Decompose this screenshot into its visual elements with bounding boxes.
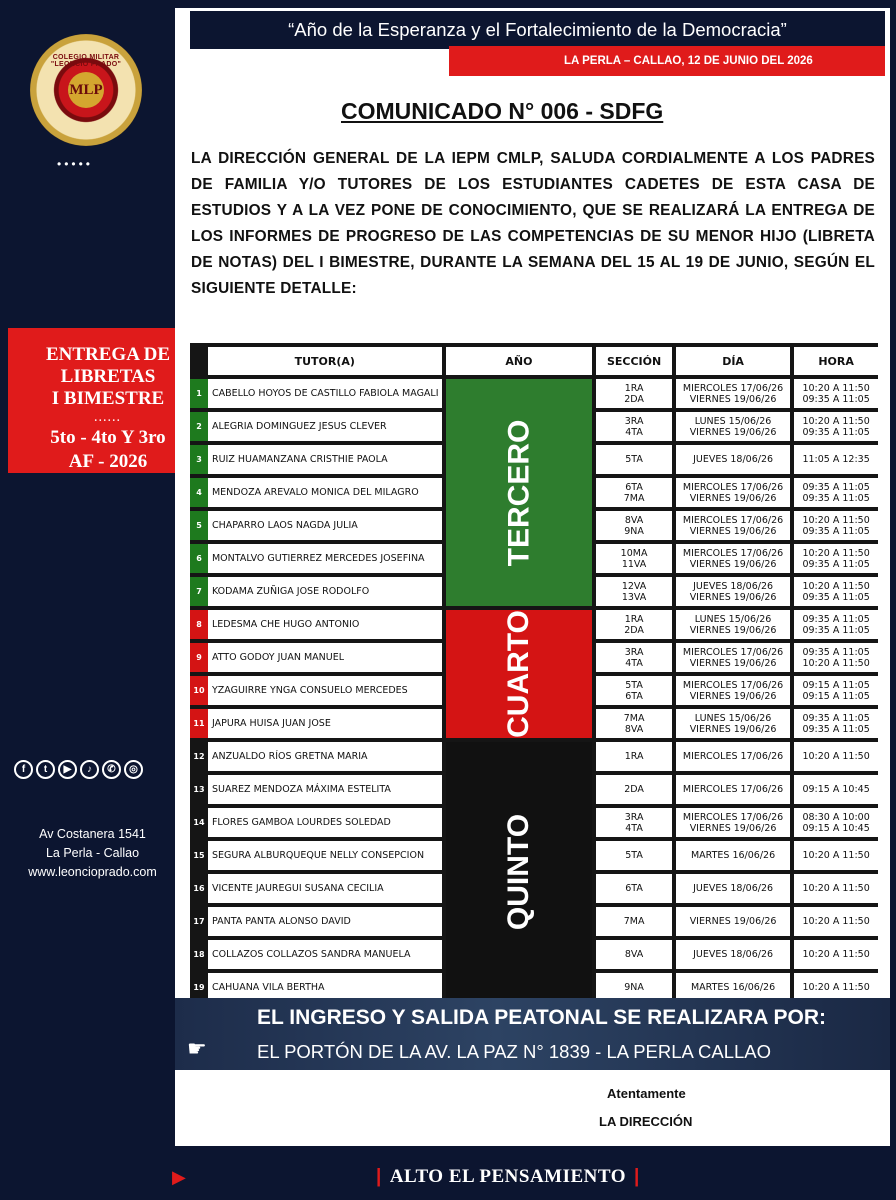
day-value-line: JUEVES 18/06/26	[693, 580, 774, 592]
hour-value-line: 09:15 A 10:45	[802, 784, 870, 795]
section-value	[596, 412, 676, 441]
tutor-name: KODAMA ZUÑIGA JOSE RODOLFO	[208, 577, 446, 606]
logo-monogram: MLP	[68, 72, 104, 108]
header-section: SECCIÓN	[596, 347, 676, 375]
tutor-name: COLLAZOS COLLAZOS SANDRA MANUELA	[208, 940, 446, 969]
section-value	[596, 478, 676, 507]
hour-value	[794, 643, 878, 672]
grade-label	[446, 379, 597, 606]
hour-value-line: 10:20 A 11:50	[802, 657, 870, 669]
hour-value-line: 11:05 A 12:35	[802, 454, 870, 465]
day-value	[676, 676, 794, 705]
section-value	[596, 511, 676, 540]
tutor-name: ANZUALDO RÍOS GRETNA MARIA	[208, 742, 446, 771]
row-number: 9	[190, 643, 208, 672]
notice-line-1: ENTREGA DE LIBRETAS	[45, 344, 171, 387]
day-value-line: JUEVES 18/06/26	[693, 949, 774, 960]
tutor-name: SEGURA ALBURQUEQUE NELLY CONSEPCION	[208, 841, 446, 870]
divider-bar-icon: |	[634, 1166, 640, 1187]
day-value	[676, 412, 794, 441]
day-value-line: MIERCOLES 17/06/26	[682, 751, 784, 762]
section-value-line: 7MA	[623, 492, 645, 504]
day-value-line: VIERNES 19/06/26	[689, 690, 777, 702]
day-value-line: LUNES 15/06/26	[694, 712, 772, 724]
logo-ring-text: COLEGIO MILITAR "LEONCIO PRADO"	[50, 54, 122, 68]
section-value-line: 8VA	[624, 723, 644, 735]
row-number: 11	[190, 709, 208, 738]
table-row	[190, 742, 878, 771]
section-value	[596, 709, 676, 738]
day-value-line: VIERNES 19/06/26	[689, 558, 777, 570]
section-value	[596, 610, 676, 639]
tutor-name: SUAREZ MENDOZA MÁXIMA ESTELITA	[208, 775, 446, 804]
hour-value-line: 09:35 A 11:05	[802, 558, 870, 570]
section-value-line: 9NA	[624, 525, 644, 537]
intro-paragraph: LA DIRECCIÓN GENERAL DE LA IEPM CMLP, SALUDA CORDIALMENTE A LOS PADRES DE FAMILIA Y/O TUTORES DE LOS ESTUDIANTES CADETES DE ESTA CASA DE ESTUDIOS Y A LA VEZ PONE DE CONOCIMIENTO, QUE SE REALIZARÁ LA ENTREGA DE LOS INFORMES DE PROGRESO DE LAS COMPETENCIAS DE SU MENOR HIJO (LIBRETA DE NOTAS) DEL I BIMESTRE, DURANTE LA SEMANA DEL 15 AL 19 DE JUNIO, SEGÚN EL SIGUIENTE DETALLE:	[191, 150, 875, 297]
section-value-line: 2DA	[624, 784, 644, 795]
section-value-line: 2DA	[624, 624, 644, 636]
day-value	[676, 775, 794, 804]
day-value-line: VIERNES 19/06/26	[689, 426, 777, 438]
hour-value-line: 09:35 A 11:05	[802, 492, 870, 504]
social-links	[14, 760, 143, 779]
instagram-icon[interactable]: ◎	[124, 760, 143, 779]
day-value	[676, 544, 794, 573]
decorative-dots: •••••	[57, 157, 94, 171]
tutor-name: LEDESMA CHE HUGO ANTONIO	[208, 610, 446, 639]
day-value	[676, 379, 794, 408]
day-value	[676, 643, 794, 672]
address-city: La Perla - Callao	[45, 846, 140, 860]
row-number: 5	[190, 511, 208, 540]
hour-value	[794, 445, 878, 474]
day-value	[676, 445, 794, 474]
tutor-name: MONTALVO GUTIERREZ MERCEDES JOSEFINA	[208, 544, 446, 573]
table-row	[190, 379, 878, 408]
section-value-line: 8VA	[624, 949, 644, 960]
row-number: 18	[190, 940, 208, 969]
tutor-name: CHAPARRO LAOS NAGDA JULIA	[208, 511, 446, 540]
entrance-banner	[175, 998, 890, 1070]
signer-text: LA DIRECCIÓN	[599, 1114, 693, 1129]
section-value-line: 8VA	[624, 514, 644, 526]
tutor-name: FLORES GAMBOA LOURDES SOLEDAD	[208, 808, 446, 837]
section-value-line: 10MA	[620, 547, 648, 559]
slogan-text: ALTO EL PENSAMIENTO	[389, 1166, 627, 1187]
hour-value	[794, 874, 878, 903]
section-value-line: 4TA	[625, 426, 643, 438]
table-row	[190, 610, 878, 639]
notice-dots: ......	[94, 413, 122, 424]
day-value-line: VIERNES 19/06/26	[689, 723, 777, 735]
section-value-line: 4TA	[625, 657, 643, 669]
hour-value-line: 09:35 A 11:05	[802, 646, 870, 658]
facebook-icon[interactable]: f	[14, 760, 33, 779]
hour-value-line: 10:20 A 11:50	[802, 514, 870, 526]
section-value-line: 5TA	[625, 850, 643, 861]
page-title: COMUNICADO N° 006 - SDFG	[341, 98, 664, 124]
hour-value	[794, 379, 878, 408]
section-value	[596, 445, 676, 474]
section-value	[596, 544, 676, 573]
whatsapp-icon[interactable]: ✆	[102, 760, 121, 779]
hour-value-line: 09:35 A 11:05	[802, 393, 870, 405]
hour-value	[794, 610, 878, 639]
hour-value-line: 09:35 A 11:05	[802, 591, 870, 603]
day-value-line: MIERCOLES 17/06/26	[682, 514, 784, 526]
row-number: 1	[190, 379, 208, 408]
day-value	[676, 874, 794, 903]
day-value	[676, 907, 794, 936]
day-value	[676, 577, 794, 606]
hour-value-line: 10:20 A 11:50	[802, 949, 870, 960]
section-value-line: 12VA	[621, 580, 647, 592]
tutor-name: ATTO GODOY JUAN MANUEL	[208, 643, 446, 672]
section-value	[596, 676, 676, 705]
day-value	[676, 478, 794, 507]
hour-value-line: 10:20 A 11:50	[802, 916, 870, 927]
hour-value-line: 09:35 A 11:05	[802, 426, 870, 438]
section-value	[596, 577, 676, 606]
section-value	[596, 775, 676, 804]
section-value	[596, 907, 676, 936]
section-value-line: 6TA	[625, 690, 643, 702]
address-street: Av Costanera 1541	[39, 827, 146, 841]
tutor-name: RUIZ HUAMANZANA CRISTHIE PAOLA	[208, 445, 446, 474]
divider-bar-icon: |	[376, 1166, 382, 1187]
row-number: 17	[190, 907, 208, 936]
tutor-name: ALEGRIA DOMINGUEZ JESUS CLEVER	[208, 412, 446, 441]
day-value-line: MARTES 16/06/26	[690, 850, 776, 861]
day-value-line: LUNES 15/06/26	[694, 613, 772, 625]
section-value-line: 11VA	[621, 558, 647, 570]
address-website[interactable]: www.leoncioprado.com	[28, 865, 157, 879]
hour-value-line: 09:15 A 11:05	[802, 679, 870, 691]
tutor-name: MENDOZA AREVALO MONICA DEL MILAGRO	[208, 478, 446, 507]
schedule-table	[190, 343, 878, 991]
day-value-line: VIERNES 19/06/26	[689, 393, 777, 405]
tutor-name: YZAGUIRRE YNGA CONSUELO MERCEDES	[208, 676, 446, 705]
hour-value	[794, 808, 878, 837]
hour-value-line: 10:20 A 11:50	[802, 547, 870, 559]
hour-value	[794, 841, 878, 870]
day-value-line: VIERNES 19/06/26	[689, 657, 777, 669]
day-value-line: VIERNES 19/06/26	[689, 822, 777, 834]
tutor-name: VICENTE JAUREGUI SUSANA CECILIA	[208, 874, 446, 903]
day-value-line: VIERNES 19/06/26	[689, 492, 777, 504]
section-value-line: 6TA	[625, 883, 643, 894]
grade-text: QUINTO	[501, 813, 535, 931]
tiktok-icon[interactable]: ♪	[80, 760, 99, 779]
section-value-line: 3RA	[624, 811, 644, 823]
pointing-hand-icon: ☛	[187, 1036, 207, 1061]
hour-value-line: 09:35 A 11:05	[802, 481, 870, 493]
grade-label	[446, 742, 597, 1002]
hour-value-line: 09:35 A 11:05	[802, 525, 870, 537]
hour-value	[794, 478, 878, 507]
row-number: 7	[190, 577, 208, 606]
address-block	[10, 825, 175, 882]
year-motto: “Año de la Esperanza y el Fortalecimiento de la Democracia”	[190, 11, 885, 49]
header-day: DÍA	[676, 347, 794, 375]
hour-value	[794, 907, 878, 936]
section-value-line: 4TA	[625, 822, 643, 834]
day-value-line: MARTES 16/06/26	[690, 982, 776, 993]
closing-text: Atentamente	[607, 1086, 686, 1101]
section-value-line: 5TA	[625, 679, 643, 691]
row-number: 13	[190, 775, 208, 804]
day-value	[676, 709, 794, 738]
row-number: 2	[190, 412, 208, 441]
day-value-line: MIERCOLES 17/06/26	[682, 382, 784, 394]
tutor-name: PANTA PANTA ALONSO DAVID	[208, 907, 446, 936]
header-number	[190, 347, 208, 375]
section-value-line: 3RA	[624, 415, 644, 427]
row-number: 14	[190, 808, 208, 837]
day-value-line: MIERCOLES 17/06/26	[682, 547, 784, 559]
grade-label	[446, 610, 597, 738]
grade-text: TERCERO	[501, 419, 535, 566]
play-arrow-icon: ▶	[172, 1167, 186, 1187]
day-value	[676, 940, 794, 969]
day-value	[676, 841, 794, 870]
day-value-line: VIERNES 19/06/26	[689, 591, 777, 603]
header-tutor: TUTOR(A)	[208, 347, 446, 375]
row-number: 8	[190, 610, 208, 639]
header-hour: HORA	[794, 347, 878, 375]
section-value-line: 7MA	[623, 712, 645, 724]
hour-value-line: 09:35 A 11:05	[802, 712, 870, 724]
school-logo	[30, 34, 142, 146]
hour-value	[794, 940, 878, 969]
row-number: 19	[190, 973, 208, 1002]
section-value-line: 3RA	[624, 646, 644, 658]
hour-value	[794, 742, 878, 771]
hour-value	[794, 412, 878, 441]
hour-value	[794, 544, 878, 573]
hour-value-line: 09:35 A 11:05	[802, 613, 870, 625]
place-date: LA PERLA – CALLAO, 12 DE JUNIO DEL 2026	[449, 46, 885, 76]
table-header-row	[190, 347, 878, 375]
row-number: 3	[190, 445, 208, 474]
section-value	[596, 808, 676, 837]
notice-line-2: I BIMESTRE	[51, 388, 165, 409]
hour-value	[794, 676, 878, 705]
grade-text: CUARTO	[501, 610, 535, 738]
section-value	[596, 742, 676, 771]
hour-value	[794, 577, 878, 606]
entrance-heading: EL INGRESO Y SALIDA PEATONAL SE REALIZARA POR:	[257, 1006, 827, 1029]
tutor-name: JAPURA HUISA JUAN JOSE	[208, 709, 446, 738]
section-value-line: 6TA	[625, 481, 643, 493]
hour-value-line: 10:20 A 11:50	[802, 883, 870, 894]
section-value	[596, 841, 676, 870]
hour-value-line: 09:35 A 11:05	[802, 723, 870, 735]
hour-value-line: 10:20 A 11:50	[802, 982, 870, 993]
section-value-line: 7MA	[623, 916, 645, 927]
row-number: 16	[190, 874, 208, 903]
row-number: 6	[190, 544, 208, 573]
hour-value-line: 10:20 A 11:50	[802, 751, 870, 762]
day-value-line: VIERNES 19/06/26	[689, 624, 777, 636]
hour-value-line: 09:15 A 11:05	[802, 690, 870, 702]
day-value-line: MIERCOLES 17/06/26	[682, 811, 784, 823]
section-value	[596, 940, 676, 969]
section-value-line: 1RA	[624, 382, 644, 394]
tutor-name: CAHUANA VILA BERTHA	[208, 973, 446, 1002]
hour-value-line: 10:20 A 11:50	[802, 382, 870, 394]
day-value	[676, 610, 794, 639]
day-value-line: VIERNES 19/06/26	[689, 525, 777, 537]
hour-value	[794, 775, 878, 804]
row-number: 4	[190, 478, 208, 507]
day-value	[676, 511, 794, 540]
section-value-line: 2DA	[624, 393, 644, 405]
day-value-line: MIERCOLES 17/06/26	[682, 784, 784, 795]
section-value-line: 13VA	[621, 591, 647, 603]
hour-value-line: 09:15 A 10:45	[802, 822, 870, 834]
tutor-name: CABELLO HOYOS DE CASTILLO FABIOLA MAGALI	[208, 379, 446, 408]
row-number: 15	[190, 841, 208, 870]
day-value-line: LUNES 15/06/26	[694, 415, 772, 427]
section-value-line: 1RA	[624, 751, 644, 762]
section-value	[596, 379, 676, 408]
notice-line-4: AF - 2026	[68, 451, 148, 472]
hour-value-line: 08:30 A 10:00	[802, 811, 870, 823]
hour-value-line: 10:20 A 11:50	[802, 580, 870, 592]
section-value-line: 9NA	[624, 982, 644, 993]
notice-line-3: 5to - 4to Y 3ro	[50, 427, 166, 448]
hour-value-line: 09:35 A 11:05	[802, 624, 870, 636]
hour-value-line: 10:20 A 11:50	[802, 415, 870, 427]
day-value	[676, 742, 794, 771]
entrance-detail: EL PORTÓN DE LA AV. LA PAZ N° 1839 - LA PERLA CALLAO	[257, 1041, 772, 1062]
section-value-line: 5TA	[625, 454, 643, 465]
youtube-icon[interactable]: ▶	[58, 760, 77, 779]
day-value-line: MIERCOLES 17/06/26	[682, 646, 784, 658]
section-value-line: 1RA	[624, 613, 644, 625]
signature-block	[175, 1070, 890, 1146]
hour-value	[794, 511, 878, 540]
hour-value-line: 10:20 A 11:50	[802, 850, 870, 861]
day-value-line: JUEVES 18/06/26	[693, 454, 774, 465]
day-value-line: VIERNES 19/06/26	[689, 916, 777, 927]
row-number: 10	[190, 676, 208, 705]
twitter-icon[interactable]: t	[36, 760, 55, 779]
section-value	[596, 643, 676, 672]
day-value	[676, 808, 794, 837]
header-year: AÑO	[446, 347, 597, 375]
day-value-line: JUEVES 18/06/26	[693, 883, 774, 894]
day-value-line: MIERCOLES 17/06/26	[682, 481, 784, 493]
section-value	[596, 874, 676, 903]
row-number: 12	[190, 742, 208, 771]
hour-value	[794, 709, 878, 738]
footer-slogan	[368, 1166, 648, 1188]
day-value-line: MIERCOLES 17/06/26	[682, 679, 784, 691]
